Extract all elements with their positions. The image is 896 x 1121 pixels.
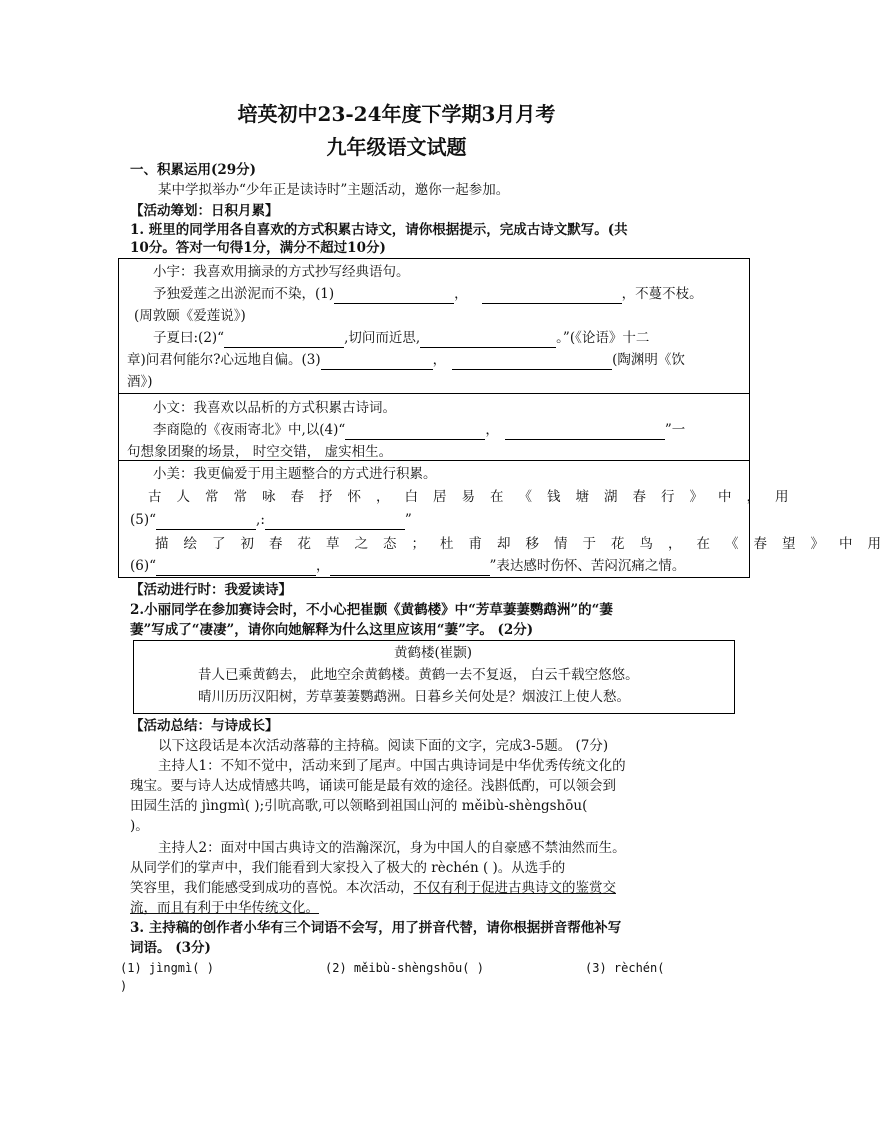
- text: 子夏曰:(2)“: [153, 330, 225, 346]
- activity2-heading: 【活动进行时：我爱读诗】: [130, 582, 292, 598]
- host1-line: 瑰宝。要与诗人达成情感共鸣，诵读可能是最有效的途径。浅斟低酌，可以领会到: [130, 778, 616, 794]
- answer-blank-1b[interactable]: [482, 288, 622, 304]
- host1-line: 主持人1：不知不觉中，活动来到了尾声。中国古典诗词是中华优秀传统文化的: [158, 758, 626, 774]
- text: (陶渊明《饮: [612, 352, 685, 368]
- host1-line: )。: [130, 818, 149, 834]
- question3-line2: 词语。 (3分): [130, 940, 211, 956]
- xiaomei-intro: 小美：我更偏爱于用主题整合的方式进行积累。: [153, 466, 437, 482]
- host1-line: 田园生活的 jìngmì( );引吭高歌,可以领略到祖国山河的 měibù-shèngshōu(: [130, 798, 588, 814]
- box-divider: [118, 393, 749, 394]
- question-line: [153, 420, 685, 440]
- text: ，不蔓不枝。: [621, 286, 703, 302]
- passage-intro: 以下这段话是本次活动落幕的主持稿。阅读下面的文字，完成3-5题。 (7分): [158, 738, 609, 754]
- text: (5)“: [130, 512, 157, 528]
- xiaoyu-intro: 小宇：我喜欢用摘录的方式抄写经典语句。: [153, 264, 410, 280]
- text: (6)“: [130, 558, 157, 574]
- question1-line1: 1. 班里的同学用各自喜欢的方式积累古诗文，请你根据提示，完成古诗文默写。(共: [130, 222, 628, 238]
- exam-subtitle: 九年级语文试题: [326, 135, 467, 159]
- question-line: [127, 350, 685, 370]
- answer-blank-5b[interactable]: [265, 514, 405, 530]
- text: ，: [485, 422, 499, 438]
- poem-title: 黄鹤楼(崔颢): [393, 645, 473, 661]
- text: 李商隐的《夜雨寄北》中,以(4)“: [153, 422, 346, 438]
- section1-heading: 一、积累运用(29分): [130, 162, 257, 178]
- text: ,:: [256, 512, 265, 528]
- text: ，: [316, 558, 330, 574]
- text: ”一: [664, 422, 686, 438]
- answer-blank-1a[interactable]: [334, 288, 454, 304]
- exam-title: 培英初中23-24年度下学期3月月考: [237, 102, 556, 126]
- underlined-sentence: 不仅有利于促进古典诗文的鉴赏交: [413, 880, 616, 896]
- underlined-sentence: 流，而且有利于中华传统文化。: [130, 900, 319, 916]
- text: ”: [404, 512, 412, 528]
- source-note: (周敦颐《爱莲说》): [134, 308, 246, 324]
- answer-blank-2a[interactable]: [224, 332, 344, 348]
- text: ，: [454, 286, 468, 302]
- description-line: 古人常常咏春抒怀，白居易在《钱塘湖春行》中，用: [148, 489, 804, 505]
- answer-item-1[interactable]: (1) jìngmì( ): [120, 961, 214, 975]
- description-line: 描绘了初春花草之态；杜甫却移情于花鸟，在《春望》中用: [155, 536, 896, 552]
- question-line: [130, 510, 412, 530]
- poem-line: 晴川历历汉阳树，芳草萋萋鹦鹉洲。日暮乡关何处是？烟波江上使人愁。: [198, 689, 630, 705]
- answer-blank-4b[interactable]: [505, 424, 665, 440]
- answer-blank-3a[interactable]: [321, 354, 433, 370]
- question1-line2: 10分。答对一句得1分，满分不超过10分): [130, 240, 386, 256]
- source-note: 酒》): [127, 374, 153, 390]
- answer-blank-4a[interactable]: [345, 424, 485, 440]
- host2-line: 主持人2：面对中国古典诗文的浩瀚深沉，身为中国人的自豪感不禁油然而生。: [158, 840, 626, 856]
- text: ,切问而近思,: [344, 330, 421, 346]
- answer-blank-5a[interactable]: [156, 514, 256, 530]
- text: 予独爱莲之出淤泥而不染，(1): [153, 286, 335, 302]
- answer-item-3[interactable]: (3) rèchén(: [585, 961, 665, 975]
- activity1-heading: 【活动筹划：日积月累】: [130, 203, 279, 219]
- question-line: [130, 556, 685, 576]
- question3-line1: 3. 主持稿的创作者小华有三个词语不会写，用了拼音代替，请你根据拼音帮他补写: [130, 920, 622, 936]
- host2-line: 从同学们的掌声中，我们能看到大家投入了极大的 rèchén ( )。从选手的: [130, 860, 566, 876]
- answer-blank-6a[interactable]: [156, 560, 316, 576]
- answer-blank-6b[interactable]: [330, 560, 490, 576]
- question-line: [153, 284, 703, 304]
- answer-blank-3b[interactable]: [452, 354, 612, 370]
- text: 章)问君何能尔?心远地自偏。(3): [127, 352, 321, 368]
- text: 笑容里，我们能感受到成功的喜悦。本次活动，: [130, 880, 414, 896]
- text: ，: [432, 352, 447, 368]
- description-line: 句想象团聚的场景， 时空交错， 虚实相生。: [127, 444, 393, 460]
- answer-blank-2b[interactable]: [420, 332, 556, 348]
- host2-line: [130, 878, 616, 898]
- answer-item-3-end: ): [120, 979, 128, 993]
- xiaowen-intro: 小文：我喜欢以品析的方式积累古诗词。: [153, 400, 396, 416]
- answer-item-2[interactable]: (2) měibù-shèngshōu( ): [325, 961, 484, 975]
- activity3-heading: 【活动总结：与诗成长】: [130, 718, 279, 734]
- intro-text: 某中学拟举办“少年正是读诗时”主题活动，邀你一起参加。: [158, 182, 510, 198]
- question-line: [153, 328, 649, 348]
- question2-line2: 萋”写成了“凄凄”，请你向她解释为什么这里应该用“萋”字。 (2分): [130, 622, 534, 638]
- text: 。”(《论语》十二: [556, 330, 650, 346]
- question2-line1: 2.小丽同学在参加赛诗会时，不小心把崔颢《黄鹤楼》中“芳草萋萋鹦鹉洲”的“萋: [130, 602, 613, 618]
- text: ”表达感时伤怀、苦闷沉痛之情。: [489, 558, 686, 574]
- poem-line: 昔人已乘黄鹤去， 此地空余黄鹤楼。黄鹤一去不复返， 白云千载空悠悠。: [198, 667, 639, 683]
